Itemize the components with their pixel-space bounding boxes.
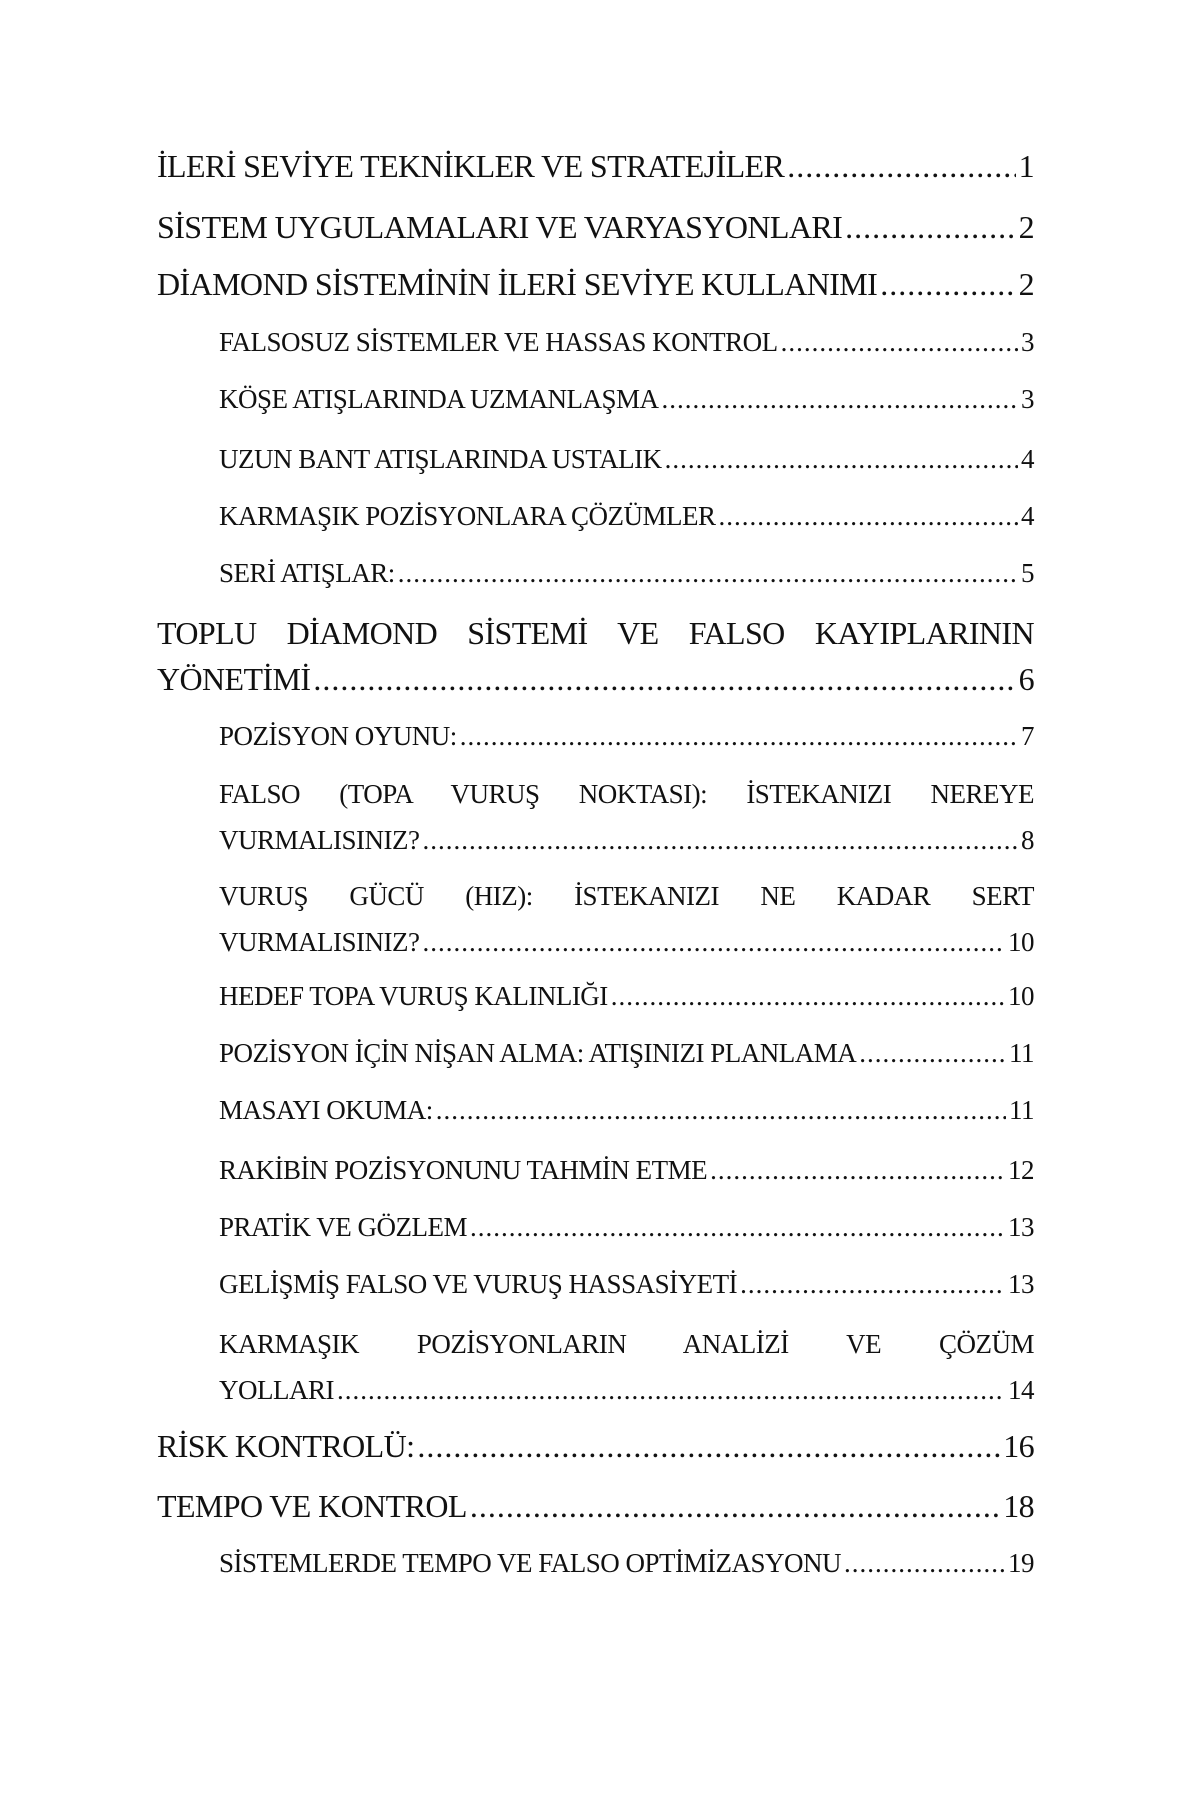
toc-entry-title: YÖNETİMİ (157, 661, 311, 697)
toc-entry[interactable] (219, 1087, 1034, 1133)
toc-entry-row (219, 550, 1034, 596)
toc-entry-title: DİAMOND SİSTEMİNİN İLERİ SEVİYE KULLANIMI (157, 266, 878, 302)
toc-entry-title: HEDEF TOPA VURUŞ KALINLIĞI (219, 981, 608, 1011)
toc-entry-page-number: 4 (1021, 501, 1034, 531)
leader-dots (844, 1540, 1005, 1586)
toc-entry-page-number: 3 (1021, 327, 1034, 357)
toc-entry-title: RAKİBİN POZİSYONUNU TAHMİN ETME (219, 1155, 708, 1185)
leader-dots (422, 817, 1018, 863)
toc-entry-row (157, 1483, 1034, 1529)
toc-entry-page-number: 13 (1008, 1212, 1034, 1242)
toc-entry-title-line: VURUŞ GÜCÜ (HIZ): İSTEKANIZI NE KADAR SERT (219, 881, 1034, 911)
leader-dots (470, 1204, 1005, 1250)
toc-entry[interactable] (219, 376, 1034, 422)
toc-entry-title: POZİSYON İÇİN NİŞAN ALMA: ATIŞINIZI PLANLAMA (219, 1038, 857, 1068)
toc-entry-page-number: 6 (1018, 661, 1034, 697)
toc-entry-page-number: 10 (1008, 927, 1034, 957)
toc-entry-row (219, 493, 1034, 539)
leader-dots (460, 713, 1018, 759)
leader-dots (787, 143, 1015, 189)
leader-dots (313, 656, 1015, 702)
toc-entry[interactable] (219, 873, 1034, 965)
toc-entry[interactable] (157, 204, 1034, 250)
toc-entry-title-line: KARMAŞIK POZİSYONLARIN ANALİZİ VE ÇÖZÜM (219, 1329, 1034, 1359)
toc-entry[interactable] (219, 713, 1034, 759)
toc-entry-page-number: 11 (1009, 1038, 1034, 1068)
toc-entry-page-number: 4 (1021, 444, 1034, 474)
toc-entry-row (219, 919, 1034, 965)
toc-entry-page-number: 2 (1018, 209, 1034, 245)
toc-entry-page-number: 18 (1003, 1488, 1034, 1524)
toc-entry-page-number: 14 (1008, 1375, 1034, 1405)
toc-entry-title: TEMPO VE KONTROL (157, 1488, 467, 1524)
toc-entry-page-number: 5 (1021, 558, 1034, 588)
toc-entry-title: YOLLARI (219, 1375, 334, 1405)
leader-dots (398, 550, 1018, 596)
toc-entry-row (157, 1423, 1034, 1469)
toc-entry-row (219, 1147, 1034, 1193)
toc-entry-title: MASAYI OKUMA: (219, 1095, 433, 1125)
toc-entry-title: KARMAŞIK POZİSYONLARA ÇÖZÜMLER (219, 501, 716, 531)
leader-dots (422, 919, 1005, 965)
toc-entry[interactable] (219, 1147, 1034, 1193)
toc-entry-title: SİSTEMLERDE TEMPO VE FALSO OPTİMİZASYONU (219, 1548, 842, 1578)
toc-entry-title: VURMALISINIZ? (219, 825, 420, 855)
toc-entry-title-line: TOPLU DİAMOND SİSTEMİ VE FALSO KAYIPLARININ (157, 615, 1034, 651)
toc-entry-title: SİSTEM UYGULAMALARI VE VARYASYONLARI (157, 209, 843, 245)
toc-entry-row (219, 973, 1034, 1019)
toc-entry-page-number: 12 (1008, 1155, 1034, 1185)
toc-entry-title: FALSOSUZ SİSTEMLER VE HASSAS KONTROL (219, 327, 778, 357)
leader-dots (665, 436, 1018, 482)
toc-entry-row (219, 1540, 1034, 1586)
leader-dots (880, 261, 1015, 307)
leader-dots (417, 1423, 1000, 1469)
toc-entry-page-number: 10 (1008, 981, 1034, 1011)
toc-entry-title: UZUN BANT ATIŞLARINDA USTALIK (219, 444, 662, 474)
toc-entry-title: KÖŞE ATIŞLARINDA UZMANLAŞMA (219, 384, 659, 414)
toc-entry[interactable] (219, 973, 1034, 1019)
toc-entry-title: VURMALISINIZ? (219, 927, 420, 957)
leader-dots (337, 1367, 1005, 1413)
toc-entry[interactable] (219, 319, 1034, 365)
leader-dots (611, 973, 1005, 1019)
toc-entry-row (157, 656, 1034, 702)
toc-entry-title-line: FALSO (TOPA VURUŞ NOKTASI): İSTEKANIZI NEREYE (219, 779, 1034, 809)
toc-entry-title: POZİSYON OYUNU: (219, 721, 457, 751)
toc-entry[interactable] (219, 493, 1034, 539)
toc-entry[interactable] (219, 1204, 1034, 1250)
toc-entry[interactable] (157, 1483, 1034, 1529)
toc-entry-row (219, 436, 1034, 482)
toc-entry-row (219, 1261, 1034, 1307)
leader-dots (662, 376, 1018, 422)
toc-entry-row (219, 376, 1034, 422)
toc-entry-page-number: 19 (1008, 1548, 1034, 1578)
toc-entry-row (219, 1204, 1034, 1250)
toc-entry-title: RİSK KONTROLÜ: (157, 1428, 415, 1464)
toc-entry-page-number: 16 (1003, 1428, 1034, 1464)
leader-dots (740, 1261, 1005, 1307)
toc-entry-page-number: 8 (1021, 825, 1034, 855)
toc-entry-row (219, 1030, 1034, 1076)
toc-entry-title: İLERİ SEVİYE TEKNİKLER VE STRATEJİLER (157, 148, 785, 184)
toc-entry[interactable] (219, 550, 1034, 596)
toc-entry-row (219, 1367, 1034, 1413)
toc-entry[interactable] (219, 436, 1034, 482)
toc-entry[interactable] (219, 1321, 1034, 1413)
leader-dots (436, 1087, 1006, 1133)
toc-entry-row (219, 713, 1034, 759)
toc-entry[interactable] (219, 1261, 1034, 1307)
toc-entry[interactable] (157, 261, 1034, 307)
toc-entry[interactable] (219, 771, 1034, 863)
toc-entry-row (157, 261, 1034, 307)
toc-entry-row (157, 143, 1034, 189)
toc-entry-row (219, 817, 1034, 863)
toc-entry-title: GELİŞMİŞ FALSO VE VURUŞ HASSASİYETİ (219, 1269, 738, 1299)
leader-dots (710, 1147, 1005, 1193)
toc-entry-page-number: 2 (1018, 266, 1034, 302)
toc-entry[interactable] (157, 143, 1034, 189)
toc-entry-title: SERİ ATIŞLAR: (219, 558, 395, 588)
leader-dots (845, 204, 1015, 250)
toc-entry[interactable] (157, 610, 1034, 702)
leader-dots (859, 1030, 1006, 1076)
leader-dots (719, 493, 1018, 539)
toc-entry-page-number: 11 (1009, 1095, 1034, 1125)
toc-entry-page-number: 1 (1018, 148, 1034, 184)
toc-entry-page-number: 13 (1008, 1269, 1034, 1299)
leader-dots (781, 319, 1018, 365)
toc-entry[interactable] (219, 1540, 1034, 1586)
toc-entry-row (219, 319, 1034, 365)
leader-dots (470, 1483, 1000, 1529)
toc-entry-row (219, 1087, 1034, 1133)
toc-entry-row (157, 204, 1034, 250)
toc-entry-title: PRATİK VE GÖZLEM (219, 1212, 467, 1242)
toc-entry-page-number: 3 (1021, 384, 1034, 414)
toc-entry-page-number: 7 (1021, 721, 1034, 751)
toc-entry[interactable] (219, 1030, 1034, 1076)
toc-entry[interactable] (157, 1423, 1034, 1469)
